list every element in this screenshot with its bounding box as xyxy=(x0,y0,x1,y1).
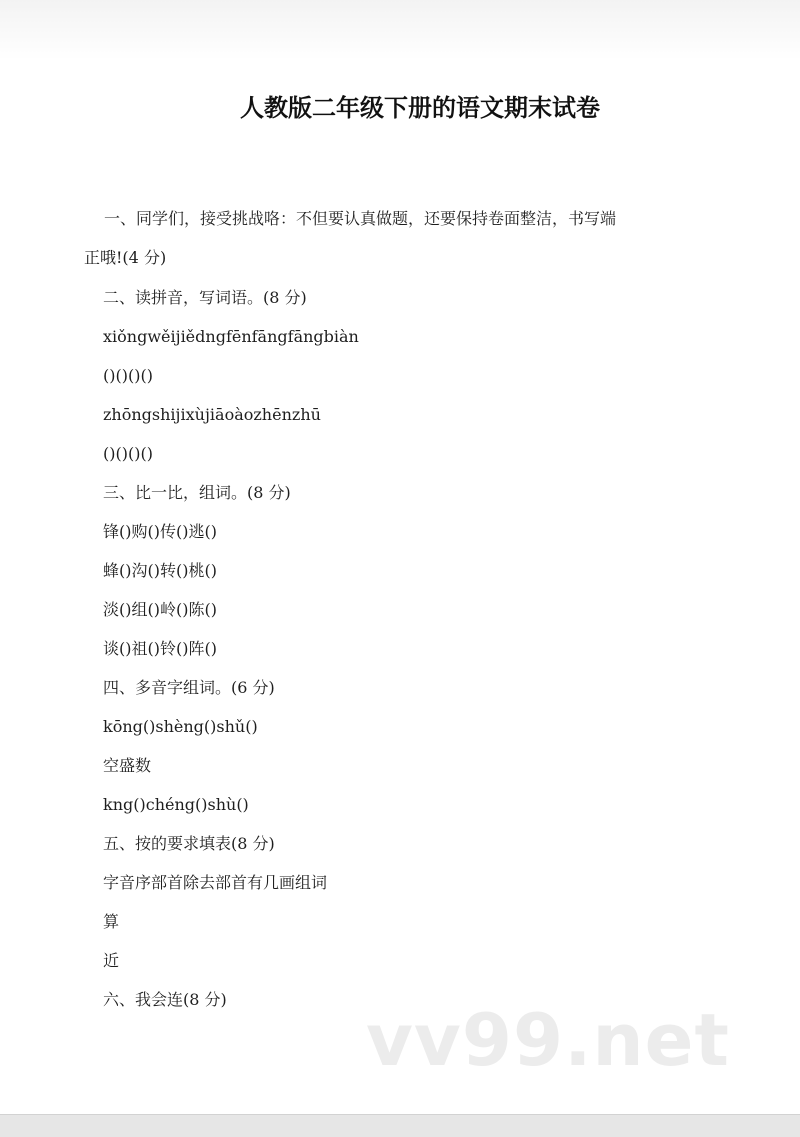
document-title: 人教版二年级下册的语文期末试卷 xyxy=(240,94,600,122)
pinyin-row-1: xiǒngwěijiědngfēnfāngfāngbiàn xyxy=(103,327,359,346)
page-bottom-bar xyxy=(0,1114,800,1137)
polyphone-pinyin-row-1: kōng()shèng()shǔ() xyxy=(103,717,258,736)
section-3-heading: 三、比一比，组词。(8 分) xyxy=(103,483,291,502)
watermark-text: vv99.net xyxy=(366,998,730,1082)
compare-row-4: 谈()祖()铃()阵() xyxy=(103,639,217,658)
table-header-row: 字音序部首除去部首有几画组词 xyxy=(103,873,328,892)
answer-blanks-row-1: ()()()() xyxy=(103,366,153,385)
section-6-heading: 六、我会连(8 分) xyxy=(103,990,227,1009)
pinyin-row-2: zhōngshijixùjiāoàozhēnzhū xyxy=(103,405,321,424)
intro-line-2: 正哦!(4 分) xyxy=(84,248,167,267)
section-4-heading: 四、多音字组词。(6 分) xyxy=(103,678,275,697)
intro-paragraph xyxy=(84,199,724,277)
table-row-jin: 近 xyxy=(103,951,120,970)
compare-row-1: 锋()购()传()逃() xyxy=(103,522,217,541)
polyphone-pinyin-row-2: kng()chéng()shù() xyxy=(103,795,249,814)
answer-blanks-row-2: ()()()() xyxy=(103,444,153,463)
section-2-heading: 二、读拼音，写词语。(8 分) xyxy=(103,288,307,307)
polyphone-characters-row: 空盛数 xyxy=(103,756,152,775)
compare-row-3: 淡()组()岭()陈() xyxy=(103,600,217,619)
page-top-shade xyxy=(0,0,800,60)
intro-line-1: 一、同学们，接受挑战咯：不但要认真做题，还要保持卷面整洁，书写端 xyxy=(104,209,617,228)
compare-row-2: 蜂()沟()转()桃() xyxy=(103,561,217,580)
table-row-suan: 算 xyxy=(103,912,120,931)
section-5-heading: 五、按的要求填表(8 分) xyxy=(103,834,275,853)
